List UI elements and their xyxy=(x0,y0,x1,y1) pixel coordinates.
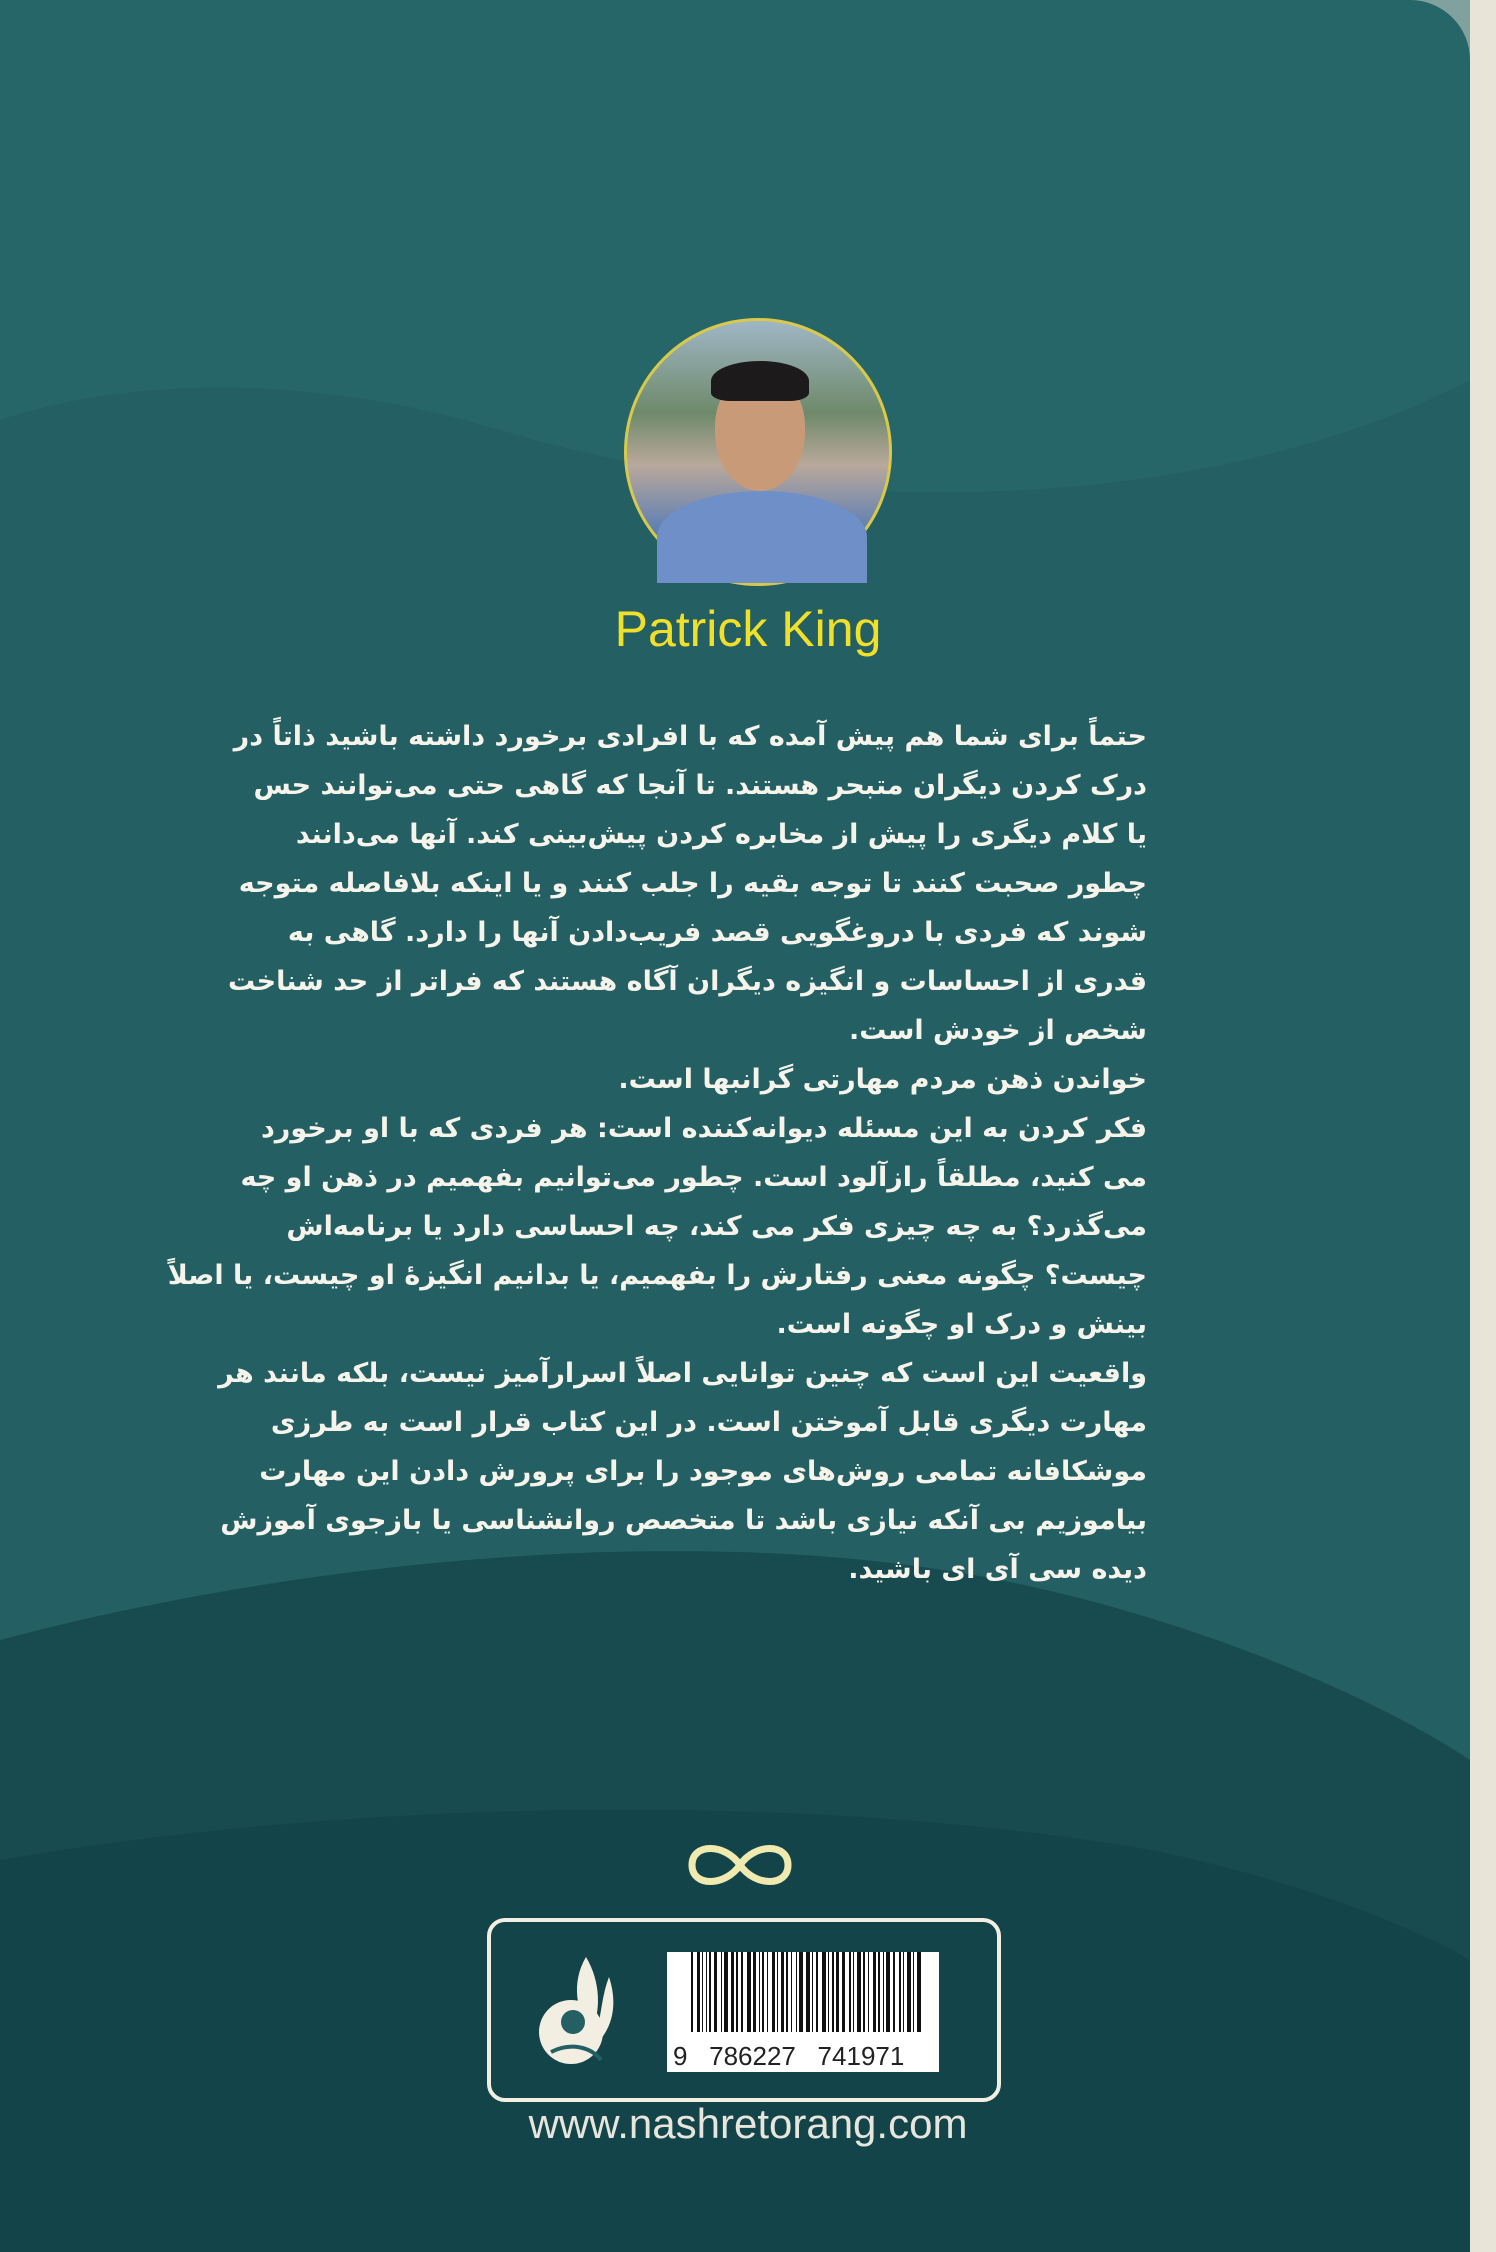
blurb-line: چیست؟ چگونه معنی رفتارش را بفهمیم، یا بدانیم انگیزهٔ او چیست، یا اصلاً xyxy=(167,1260,1147,1291)
photo-shirt xyxy=(657,491,867,583)
barcode-bar xyxy=(832,1952,834,2032)
barcode-bar xyxy=(913,1952,914,2032)
infinity-icon xyxy=(680,1835,800,1895)
barcode-bar xyxy=(791,1952,792,2032)
author-name: Patrick King xyxy=(614,601,882,657)
publisher-website[interactable]: www.nashretorang.com xyxy=(528,2100,968,2147)
barcode-bar xyxy=(873,1952,876,2032)
blurb-line: مهارت دیگری قابل آموختن است. در این کتاب قرار است به طرزی xyxy=(270,1407,1147,1438)
barcode-bar xyxy=(767,1952,768,2032)
barcode-bar xyxy=(777,1952,778,2032)
barcode-bar xyxy=(899,1952,901,2032)
barcode-bar xyxy=(812,1952,813,2032)
barcode-bar xyxy=(702,1952,703,2032)
barcode-bar xyxy=(709,1952,711,2032)
barcode-bar xyxy=(724,1952,728,2032)
blurb-line: واقعیت این است که چنین توانایی اصلاً اسرارآمیز نیست، بلکه مانند هر xyxy=(218,1358,1147,1389)
barcode-panel xyxy=(487,1918,1001,2102)
blurb-line: موشکافانه تمامی روش‌های موجود را برای پرورش دادن این مهارت xyxy=(259,1456,1147,1487)
blurb-line: حتماً برای شما هم پیش آمده که با افرادی برخورد داشته باشید ذاتاً در xyxy=(233,721,1147,752)
barcode-bar xyxy=(849,1952,851,2032)
author-photo xyxy=(624,318,892,586)
barcode-bar xyxy=(903,1952,904,2032)
blurb-line: می کنید، مطلقاً رازآلود است. چطور می‌توانیم بفهمیم در ذهن او چه xyxy=(240,1162,1147,1193)
barcode-bar xyxy=(786,1952,788,2032)
blurb-line: قدری از احساسات و انگیزه دیگران آگاه هستند که فراتر از حد شناخت xyxy=(228,966,1147,997)
barcode-bar xyxy=(836,1952,839,2032)
barcode-bar xyxy=(842,1952,845,2032)
barcode-bar xyxy=(917,1952,921,2032)
blurb-line: درک کردن دیگران متبحر هستند. تا آنجا که گاهی حتی می‌توانند حس xyxy=(253,770,1147,801)
barcode-bar xyxy=(747,1952,751,2032)
barcode-bar xyxy=(697,1952,700,2032)
barcode-bar xyxy=(741,1952,743,2032)
barcode-bar xyxy=(806,1952,810,2032)
blurb-line: یا کلام دیگری را پیش از مخابره کردن پیش‌بینی کند. آنها می‌دانند xyxy=(295,819,1147,850)
barcode-bar xyxy=(736,1952,738,2032)
blurb-line: شخص از خودش است. xyxy=(849,1015,1147,1046)
barcode-bar xyxy=(772,1952,775,2032)
barcode-bar xyxy=(893,1952,895,2032)
barcode-bar xyxy=(781,1952,784,2032)
blurb-line: می‌گذرد؟ به چه چیزی فکر می کند، چه احساسی دارد یا برنامه‌اش xyxy=(286,1211,1147,1242)
barcode-bar xyxy=(796,1952,797,2032)
barcode-bar xyxy=(868,1952,869,2032)
blurb-line: شوند که فردی با دروغگویی قصد فریب‌دادن آنها را دارد. گاهی به xyxy=(287,917,1147,948)
barcode-bar xyxy=(863,1952,865,2032)
blurb-line: خواندن ذهن مردم مهارتی گرانبها است. xyxy=(618,1064,1147,1095)
blurb-line: چطور صحبت کنند تا توجه بقیه را جلب کنند و یا اینکه بلافاصله متوجه xyxy=(238,868,1147,899)
barcode-bar xyxy=(762,1952,764,2032)
barcode-bar xyxy=(878,1952,880,2032)
photo-hair xyxy=(711,361,809,401)
barcode-bar xyxy=(714,1952,717,2032)
barcode-bar xyxy=(816,1952,818,2032)
barcode-bar xyxy=(731,1952,734,2032)
blurb-text xyxy=(167,712,1147,1594)
blurb-line: بینش و درک او چگونه است. xyxy=(776,1309,1147,1340)
barcode-bar xyxy=(883,1952,884,2032)
barcode-bar xyxy=(857,1952,861,2032)
barcode-bar xyxy=(822,1952,826,2032)
barcode-bar xyxy=(828,1952,829,2032)
barcode-bar xyxy=(907,1952,911,2032)
barcode xyxy=(667,1952,939,2072)
barcode-bar xyxy=(721,1952,722,2032)
barcode-bar xyxy=(753,1952,756,2032)
blurb-line: دیده سی آی ای باشید. xyxy=(848,1554,1147,1585)
blurb-line: فکر کردن به این مسئله دیوانه‌کننده است: هر فردی که با او برخورد xyxy=(260,1113,1147,1144)
barcode-bars xyxy=(691,1952,921,2052)
barcode-bar xyxy=(706,1952,707,2032)
publisher-logo-icon xyxy=(531,1952,631,2072)
isbn-number: 9 786227 741971 xyxy=(673,2041,905,2071)
barcode-bar xyxy=(759,1952,760,2032)
barcode-bar xyxy=(691,1952,693,2032)
blurb-line: بیاموزیم بی آنکه نیازی باشد تا متخصص روانشناسی یا بازجوی آموزش xyxy=(220,1505,1147,1536)
barcode-bar xyxy=(886,1952,890,2032)
barcode-bar xyxy=(799,1952,803,2032)
barcode-bar xyxy=(853,1952,854,2032)
